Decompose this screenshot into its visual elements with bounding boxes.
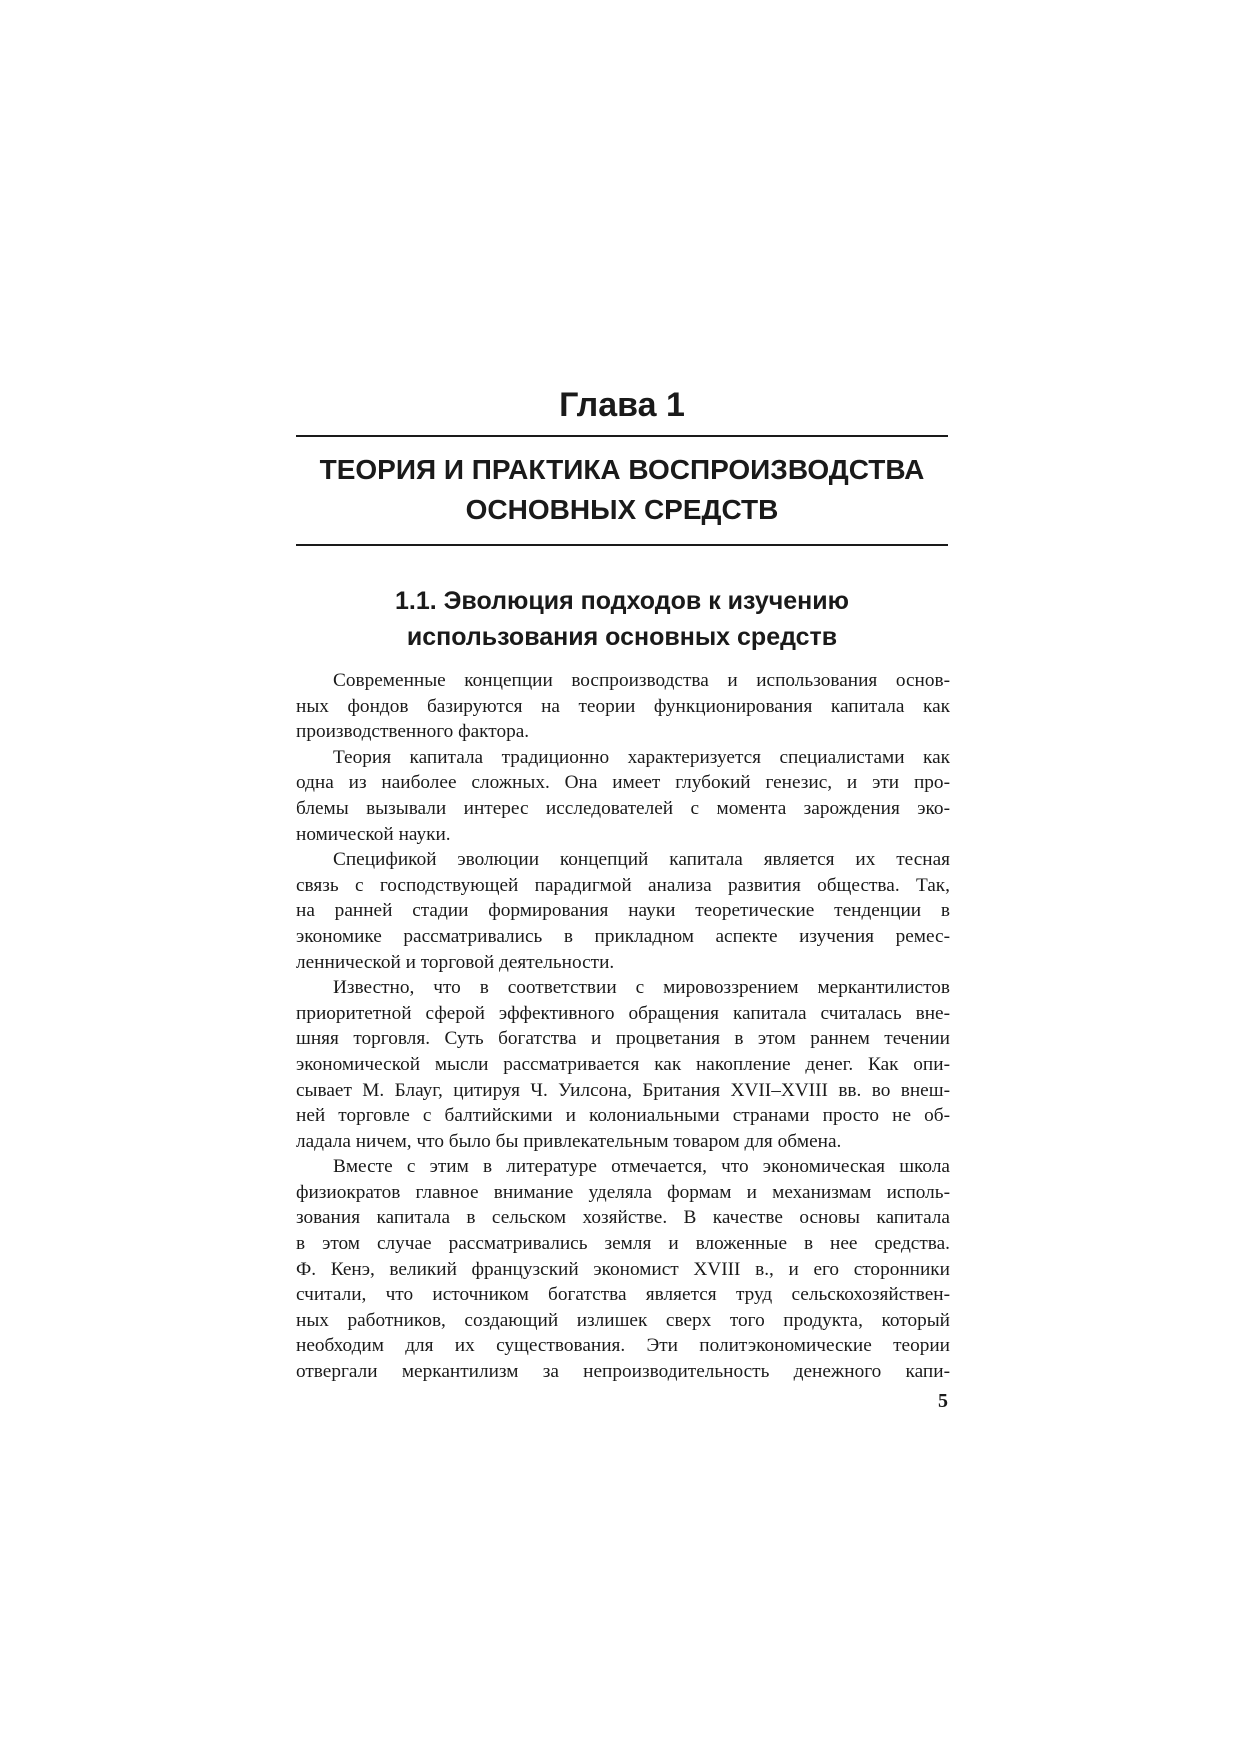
text-line: блемы вызывали интерес исследователей с момента зарождения эко- — [296, 797, 950, 819]
chapter-number: Глава 1 — [559, 386, 685, 424]
chapter-title-line: ТЕОРИЯ И ПРАКТИКА ВОСПРОИЗВОДСТВА — [319, 454, 925, 485]
chapter-title — [296, 437, 948, 544]
paragraph — [296, 975, 950, 1154]
text-line: экономике рассматривались в прикладном аспекте изучения ремес- — [296, 925, 950, 947]
text-line: Современные концепции воспроизводства и использования основ- — [333, 670, 950, 691]
chapter-title-line: ОСНОВНЫХ СРЕДСТВ — [465, 494, 779, 525]
text-line: ных фондов базируются на теории функционирования капитала как — [296, 695, 950, 717]
text-line: Теория капитала традиционно характеризуется специалистами как — [333, 746, 950, 768]
text-line: Ф. Кенэ, великий французский экономист XVIII в., и его сторонники — [296, 1258, 950, 1280]
text-line: в этом случае рассматривались земля и вложенные в нее средства. — [296, 1233, 950, 1255]
text-line: Спецификой эволюции концепций капитала является их тесная — [333, 849, 950, 871]
text-line: приоритетной сферой эффективного обращения капитала считалась вне- — [296, 1002, 950, 1024]
text-line: номической науки. — [296, 823, 451, 845]
text-line: ней торговле с балтийскими и колониальными странами просто не об- — [296, 1105, 950, 1127]
text-line: на ранней стадии формирования науки теоретические тенденции в — [296, 900, 950, 922]
chapter-heading — [296, 385, 948, 546]
text-line: отвергали меркантилизм за непроизводительность денежного капи- — [296, 1361, 950, 1383]
text-line: ных работников, создающий излишек сверх того продукта, который — [296, 1309, 950, 1331]
text-line: производственного фактора. — [296, 721, 530, 743]
text-line: ладала ничем, что было бы привлекательным товаром для обмена. — [296, 1130, 842, 1152]
section-title-line: 1.1. Эволюция подходов к изучению — [395, 587, 849, 615]
text-line: одна из наиболее сложных. Она имеет глубокий генезис, и эти про- — [296, 772, 950, 794]
text-line: считали, что источником богатства является труд сельскохозяйствен- — [296, 1284, 950, 1306]
text-line: Известно, что в соответствии с мировоззрением меркантилистов — [333, 977, 950, 999]
page-number: 5 — [938, 1390, 948, 1412]
text-line: экономической мысли рассматривается как накопление денег. Как опи- — [296, 1053, 950, 1075]
text-line: леннической и торговой деятельности. — [296, 951, 615, 973]
paragraph — [296, 745, 950, 847]
text-line: сывает М. Блауг, цитируя Ч. Уилсона, Британия XVII–XVIII вв. во внеш- — [296, 1079, 950, 1101]
section-title — [296, 583, 948, 655]
paragraph — [296, 847, 950, 975]
text-line: связь с господствующей парадигмой анализа развития общества. Так, — [296, 874, 950, 896]
section-title-line: использования основных средств — [406, 623, 838, 651]
chapter-bottom-rule — [296, 544, 948, 546]
paragraph — [296, 1154, 950, 1384]
text-line: зования капитала в сельском хозяйстве. В качестве основы капитала — [296, 1207, 950, 1229]
paragraph — [296, 668, 950, 745]
text-line: шняя торговля. Суть богатства и процветания в этом раннем течении — [296, 1028, 950, 1050]
text-line: физиократов главное внимание уделяла формам и механизмам исполь- — [296, 1181, 950, 1203]
text-line: необходим для их существования. Эти политэкономические теории — [296, 1335, 950, 1357]
body-text — [296, 668, 950, 1385]
text-line: Вместе с этим в литературе отмечается, что экономическая школа — [333, 1156, 950, 1178]
